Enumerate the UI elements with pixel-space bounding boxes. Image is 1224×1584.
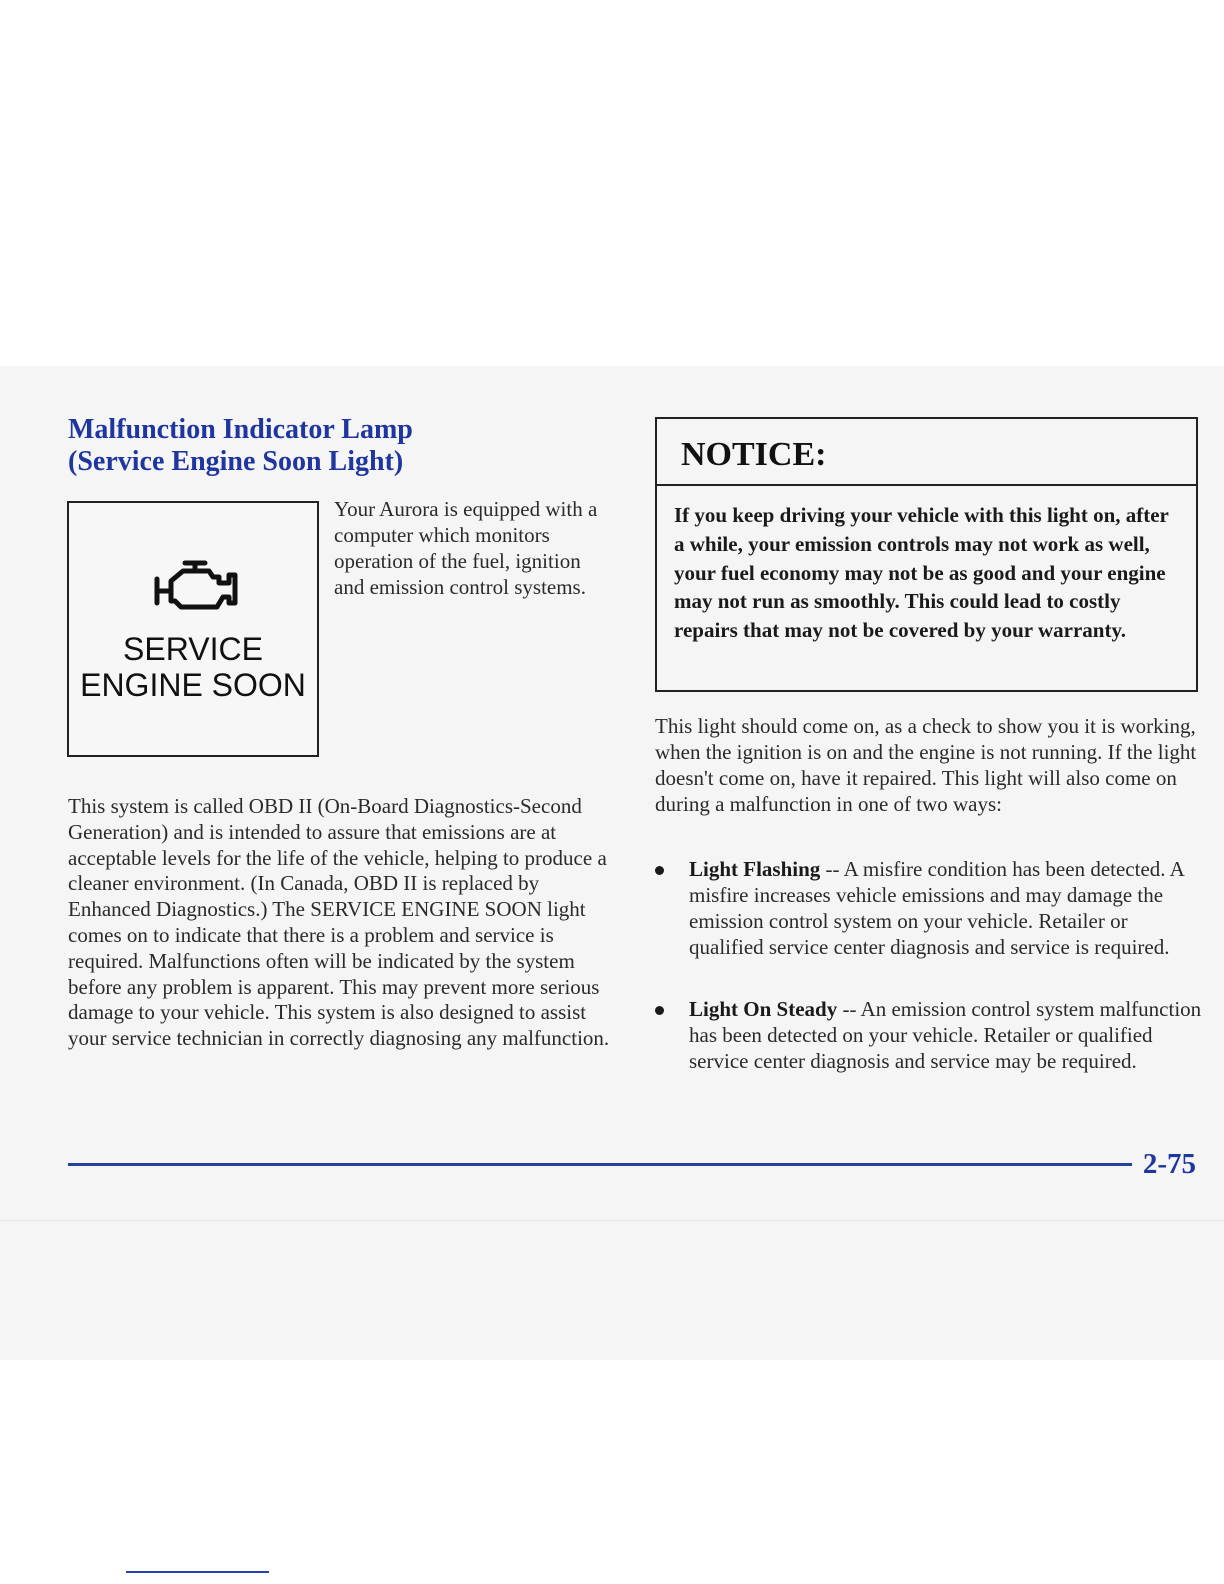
notice-body: If you keep driving your vehicle with this light on, after a while, your emission controls may not work as well, your fuel economy may not be as good and your engine may not run as smoothly. This could lead to costly repairs that may not be covered by your warranty. [674,503,1169,643]
bullet-dot [655,866,664,875]
bullet-term: Light On Steady [689,997,838,1021]
footer-rule [68,1163,1132,1166]
notice-title: NOTICE: [657,419,1196,486]
service-engine-soon-sign [67,501,319,757]
page-number: 2-75 [1142,1148,1196,1180]
light-check-paragraph: This light should come on, as a check to show you it is working, when the ignition is on and the engine is not running. If the light doesn't come on, have it repaired. This light will also come on during a malfunction in one of two ways: [655,714,1197,816]
sign-label-engine-soon: ENGINE SOON [80,667,306,703]
bullet-term: Light Flashing [689,857,821,881]
notice-box [655,417,1198,692]
section-heading [68,414,588,478]
bullet-light-flashing [689,856,1204,960]
obd-paragraph: This system is called OBD II (On-Board Diagnostics-Second Generation) and is intended to assure that emissions are at acceptable levels for the life of the vehicle, helping to produce a cleaner environment. (In Canada, OBD II is replaced by Enhanced Diagnostics.) The SERVICE ENGINE SOON light comes on to indicate that there is a problem and service is required. Malfunctions often will be indicated by the system before any problem is apparent. This may prevent more serious damage to your vehicle. This system is also designed to assist your service technician in correctly diagnosing any malfunction. [68,794,610,1051]
heading-line-1: Malfunction Indicator Lamp [68,414,413,445]
bullet-light-on-steady [689,996,1204,1074]
engine-icon [149,559,243,621]
bullet-text: -- A misfire condition has been detected. A misfire increases vehicle emissions and may damage the emission control system on your vehicle. Retailer or qualified service center diagnosis and service is required. [689,857,1184,959]
bullet-text: -- An emission control system malfunction has been detected on your vehicle. Retailer or qualified service center diagnosis and service may be required. [689,997,1202,1073]
intro-paragraph: Your Aurora is equipped with a computer which monitors operation of the fuel, ignition and emission control systems. [334,497,598,599]
band-divider [0,1220,1224,1221]
heading-line-2: (Service Engine Soon Light) [68,446,404,477]
sign-label-service: SERVICE [123,631,263,667]
bullet-dot [655,1006,664,1015]
bottom-link-underline[interactable] [126,1571,269,1573]
